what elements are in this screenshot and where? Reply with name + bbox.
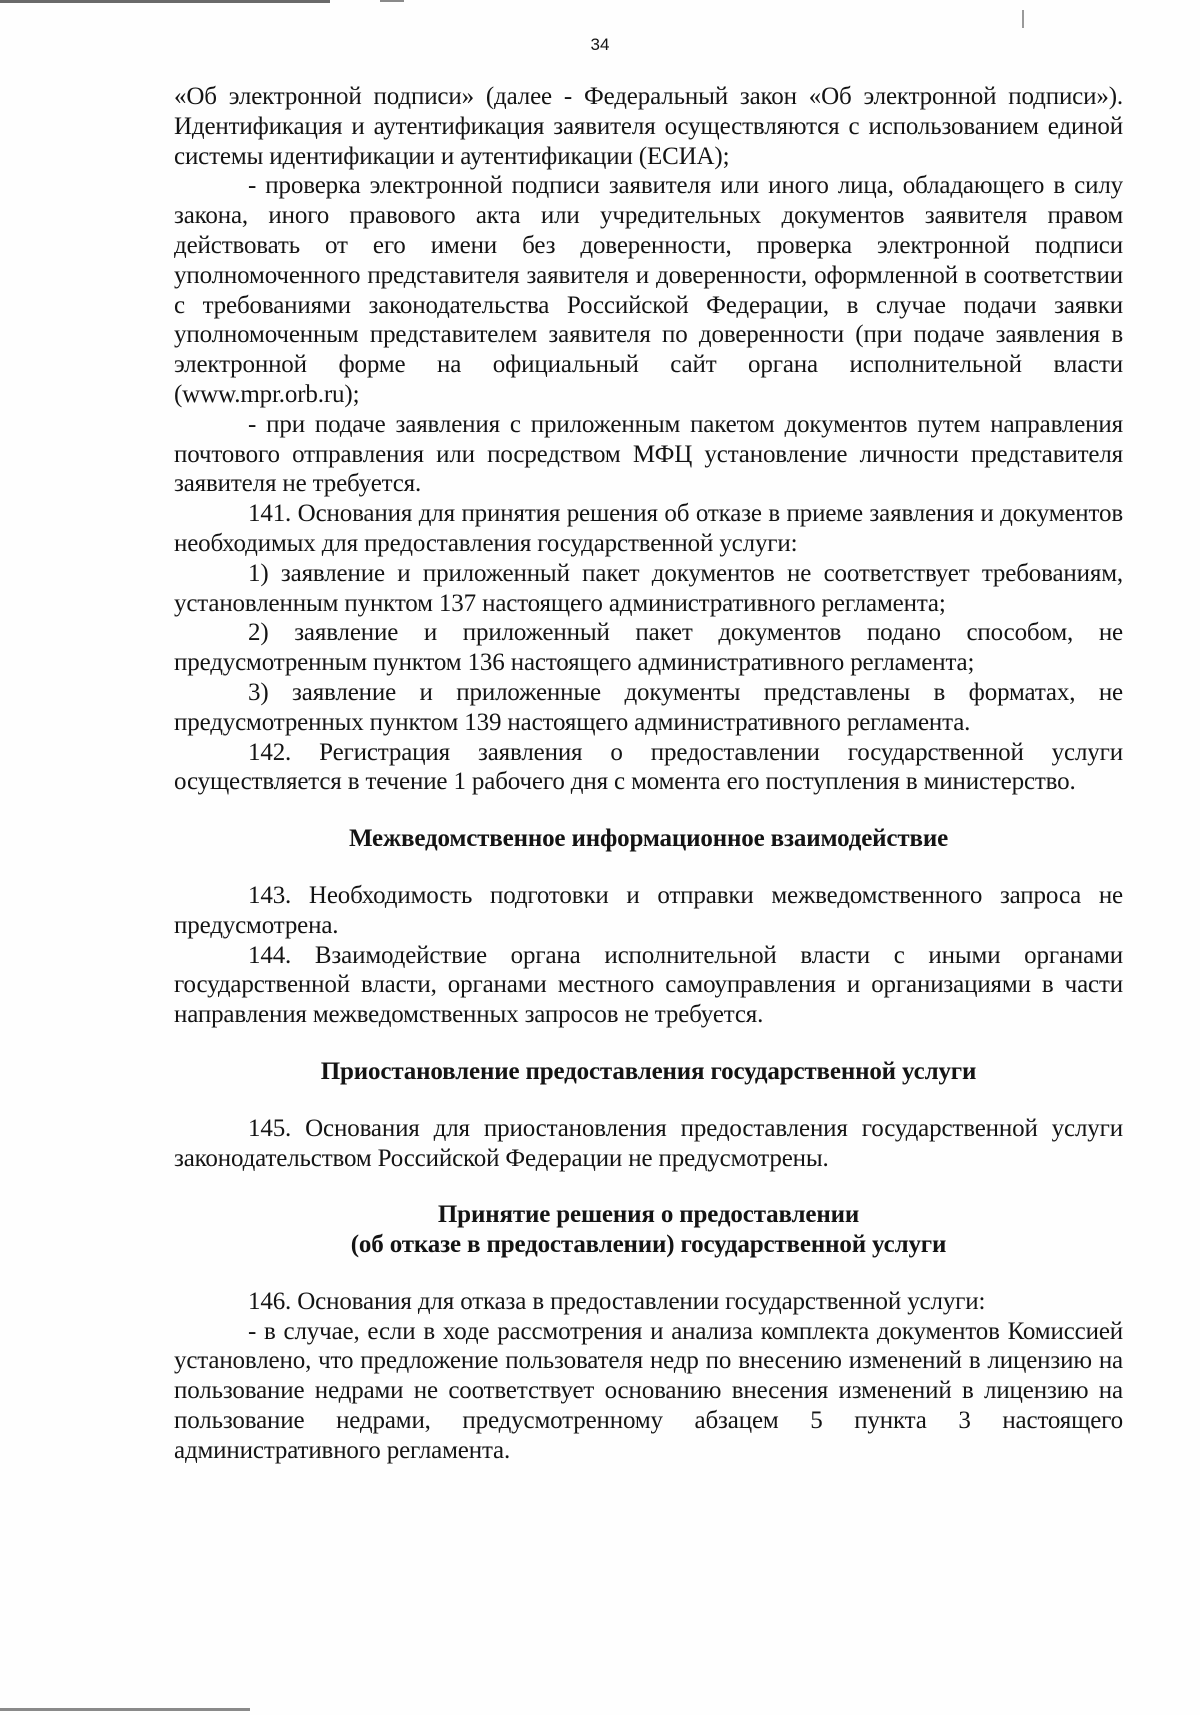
section-heading-line: Приостановление предоставления государственной услуги xyxy=(320,1057,977,1085)
document-body xyxy=(174,82,1123,1466)
paragraph: 2) заявление и приложенный пакет документов подано способом, не предусмотренным пунктом 136 настоящего административного регламента; xyxy=(174,619,1123,677)
section-heading xyxy=(174,1057,1123,1087)
section-heading xyxy=(174,1200,1123,1260)
paragraph: 143. Необходимость подготовки и отправки межведомственного запроса не предусмотрена. xyxy=(174,881,1123,939)
scan-edge-mark xyxy=(380,0,404,2)
paragraph: 146. Основания для отказа в предоставлении государственной услуги: xyxy=(248,1287,986,1315)
section-heading-line: (об отказе в предоставлении) государственной услуги xyxy=(350,1231,947,1259)
paragraph: 142. Регистрация заявления о предоставлении государственной услуги осуществляется в течение 1 рабочего дня с момента его поступления в министерство. xyxy=(174,738,1123,796)
paragraph: - в случае, если в ходе рассмотрения и анализа комплекта документов Комиссией установлено, что предложение пользователя недр по внесению изменений в лицензию на пользование недрами не соответствует основанию внесения изменений в лицензию на пользование недрами, предусмотренному абзацем 5 пункта 3 настоящего административного регламента. xyxy=(174,1317,1123,1464)
paragraph: 1) заявление и приложенный пакет документов не соответствует требованиям, установленным пунктом 137 настоящего административного регламента; xyxy=(174,559,1123,617)
paragraph: 145. Основания для приостановления предоставления государственной услуги законодательством Российской Федерации не предусмотрены. xyxy=(174,1114,1123,1172)
paragraph: 141. Основания для принятия решения об отказе в приеме заявления и документов необходимых для предоставления государственной услуги: xyxy=(174,500,1123,557)
scan-edge-mark xyxy=(1022,10,1024,28)
paragraph: - при подаче заявления с приложенным пакетом документов путем направления почтового отправления или посредством МФЦ установление личности представителя заявителя не требуется. xyxy=(174,410,1123,498)
paragraph: - проверка электронной подписи заявителя или иного лица, обладающего в силу закона, иного правового акта или учредительных документов заявителя правом действовать от его имени без доверенности, проверка электронной подписи уполномоченного представителя заявителя и доверенности, оформленной в соответствии с требованиями законодательства Российской Федерации, в случае подачи заявки уполномоченным представителем заявителя по доверенности (при подаче заявления в электронной форме на официальный сайт органа исполнительной власти (www.mpr.orb.ru); xyxy=(174,172,1123,408)
scan-edge-mark xyxy=(0,0,330,3)
paragraph: 3) заявление и приложенные документы представлены в форматах, не предусмотренных пунктом 139 настоящего административного регламента. xyxy=(174,678,1123,736)
paragraph: 144. Взаимодействие органа исполнительной власти с иными органами государственной власти, органами местного самоуправления и организациями в части направления межведомственных запросов не требуется. xyxy=(174,941,1123,1029)
paragraph: «Об электронной подписи» (далее - Федеральный закон «Об электронной подписи»). Идентификация и аутентификация заявителя осуществляются с использованием единой системы идентификации и аутентификации (ЕСИА); xyxy=(174,83,1123,170)
page-number: 34 xyxy=(590,35,610,54)
section-heading-line: Межведомственное информационное взаимодействие xyxy=(348,825,949,853)
section-heading xyxy=(174,824,1123,854)
section-heading-line: Принятие решения о предоставлении xyxy=(437,1201,860,1229)
scan-edge-mark xyxy=(0,1708,250,1711)
